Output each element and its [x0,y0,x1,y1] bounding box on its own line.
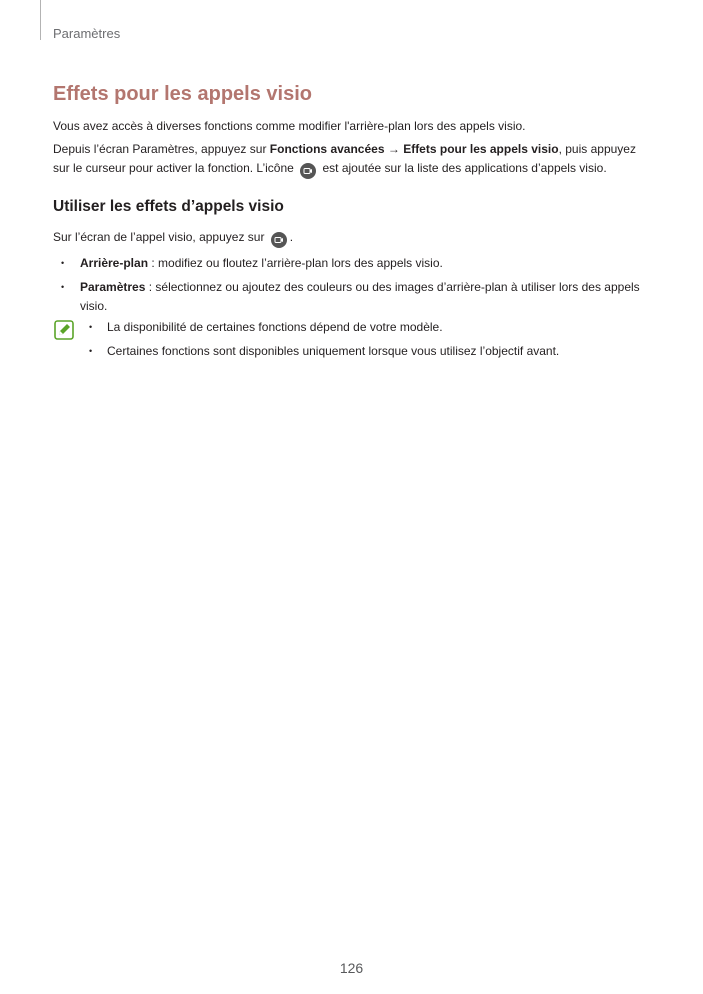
intro-paragraph: Vous avez accès à diverses fonctions comme modifier l'arrière-plan lors des appels visio. [53,119,526,133]
section-title: Utiliser les effets d’appels visio [53,198,284,215]
running-header: Paramètres [53,26,121,41]
section-intro-end: . [289,230,294,244]
path-suffix: est ajoutée sur la liste des applications d’appels visio. [322,161,607,175]
note-pencil-icon [54,320,74,340]
option-term: Paramètres [80,280,146,294]
path-arrow: → [387,142,400,156]
margin-rule [40,0,41,40]
menu-item-video-call-effects: Effets pour les appels visio [403,142,559,156]
video-effects-icon [300,163,316,179]
page-number: 126 [339,960,364,976]
list-item-background [53,254,653,273]
section-intro [53,228,653,248]
option-description: : sélectionnez ou ajoutez des couleurs ou des images d’arrière-plan à utiliser lors des appels visio. [80,280,640,313]
menu-item-advanced-features: Fonctions avancées [269,142,385,156]
path-prefix: Depuis l’écran Paramètres, appuyez sur [53,142,267,156]
note-item: • Certaines fonctions sont disponibles uniquement lorsque vous utilisez l’objectif avant. [80,342,650,361]
note-list [80,318,650,366]
option-list [53,254,653,321]
path-paragraph [53,140,653,179]
list-item-settings [53,278,653,316]
option-term: Arrière-plan [80,256,149,270]
page-title: Effets pour les appels visio [53,83,312,105]
section-intro-text: Sur l’écran de l’appel visio, appuyez sur [53,230,265,244]
option-description: : modifiez ou floutez l’arrière-plan lors des appels visio. [148,256,443,270]
path-middle: , puis appuyez sur le curseur pour activer la fonction. L’icône [53,142,636,175]
note-item: • La disponibilité de certaines fonctions dépend de votre modèle. [80,318,650,337]
video-effects-icon [271,232,287,248]
